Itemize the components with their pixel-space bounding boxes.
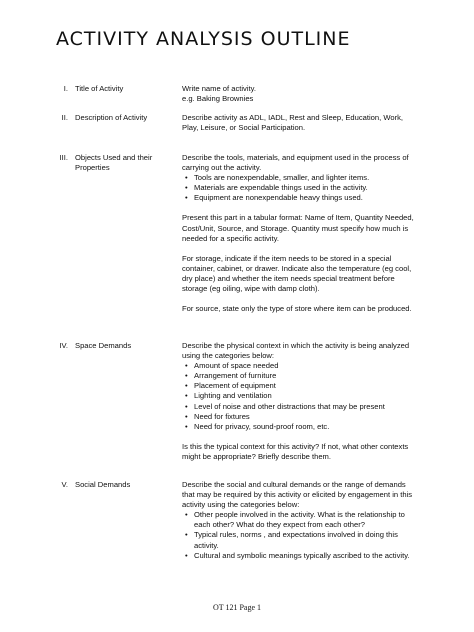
bullet-list <box>182 361 414 432</box>
section-intro: Describe the physical context in which the activity is being analyzed using the categories below: <box>182 341 410 361</box>
section-label: Space Demands <box>75 341 132 350</box>
list-item: • Tools are nonexpendable, smaller, and lighter items. <box>194 173 414 183</box>
list-item: • Arrangement of furniture <box>194 371 414 381</box>
section-number: II. <box>61 113 68 122</box>
list-item: • Other people involved in the activity. What is the relationship to each other? What do they expect from each other? <box>194 510 414 530</box>
section-description <box>182 153 414 324</box>
list-item: • Need for privacy, sound-proof room, etc. <box>194 422 414 432</box>
bullet-list <box>182 510 414 560</box>
section-label: Description of Activity <box>75 113 148 122</box>
section-label: Objects Used and their Properties <box>75 153 153 173</box>
document-title: ACTIVITY ANALYSIS OUTLINE <box>56 28 351 50</box>
section-intro: Describe the tools, materials, and equipment used in the process of carrying out the activity. <box>182 153 409 173</box>
list-item: • Typical rules, norms , and expectations involved in doing this activity. <box>194 530 414 550</box>
list-item: • Amount of space needed <box>194 361 414 371</box>
section-description <box>182 341 414 472</box>
paragraph: Is this the typical context for this activity? If not, what other contexts might be appropriate? Briefly describe them. <box>182 441 409 461</box>
list-item: • Need for fixtures <box>194 412 414 422</box>
section-description <box>182 113 414 133</box>
paragraph: Present this part in a tabular format: Name of Item, Quantity Needed, Cost/Unit, Source, and Storage. Quantity must specify how much is needed for a specific activity. <box>182 213 414 243</box>
section-number: III. <box>59 153 68 162</box>
list-item: • Level of noise and other distractions that may be present <box>194 402 414 412</box>
list-item: • Cultural and symbolic meanings typically ascribed to the activity. <box>194 551 414 561</box>
section-example: e.g. Baking Brownies <box>182 94 254 104</box>
list-item: • Equipment are nonexpendable heavy things used. <box>194 193 414 203</box>
section-text: Describe activity as ADL, IADL, Rest and Sleep, Education, Work, Play, Leisure, or Social Participation. <box>182 113 404 133</box>
section-description <box>182 84 414 104</box>
section-number: I. <box>63 84 68 93</box>
bullet-list <box>182 173 414 203</box>
section-label: Social Demands <box>75 480 131 489</box>
paragraph: For source, state only the type of store where item can be produced. <box>182 304 412 314</box>
section-description <box>182 480 414 561</box>
section-number: IV. <box>59 341 68 350</box>
list-item: • Lighting and ventilation <box>194 391 414 401</box>
section-text: Write name of activity. <box>182 84 256 93</box>
section-intro: Describe the social and cultural demands or the range of demands that may be required by this activity or elicited by engagement in this activity using the categories below: <box>182 480 413 510</box>
section-label: Title of Activity <box>75 84 124 93</box>
list-item: • Materials are expendable things used in the activity. <box>194 183 414 193</box>
list-item: • Placement of equipment <box>194 381 414 391</box>
page-footer: OT 121 Page 1 <box>212 603 262 612</box>
paragraph: For storage, indicate if the item needs to be stored in a special container, cabinet, or drawer. Indicate also the temperature (eg cool, dry place) and whether the item needs special treatment before storage (eg oiling, wipe with damp cloth). <box>182 253 412 294</box>
section-number: V. <box>61 480 68 489</box>
